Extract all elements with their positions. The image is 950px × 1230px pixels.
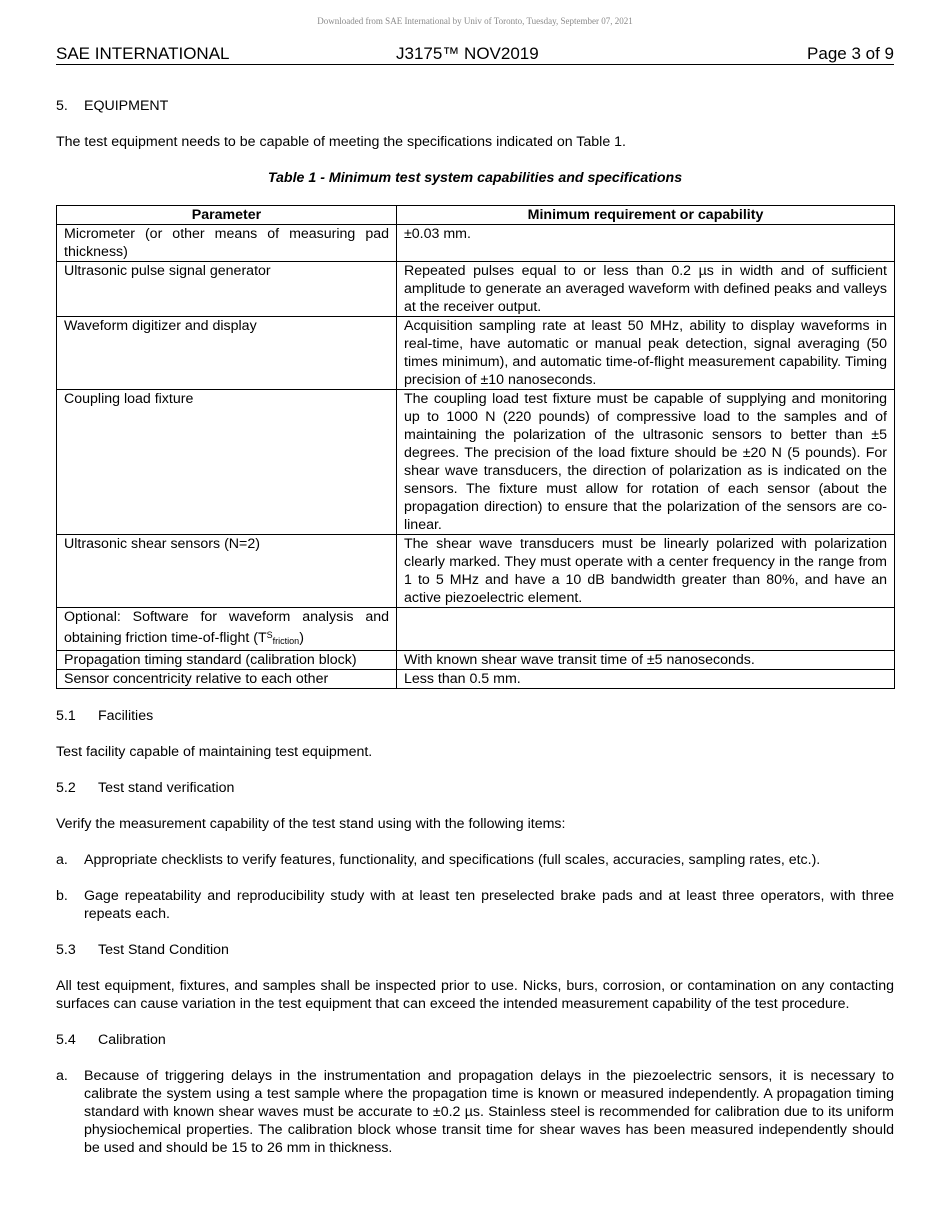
table-cell-requirement: Repeated pulses equal to or less than 0.2 µs in width and of sufficient amplitude to generate an averaged waveform with defined peaks and valleys at the receiver output. xyxy=(397,262,895,317)
section-title: Test stand verification xyxy=(98,780,235,796)
param-text: Optional: Software for waveform analysis and obtaining friction time-of-flight (T xyxy=(64,609,389,646)
table-cell-requirement: Less than 0.5 mm. xyxy=(397,670,895,689)
section-number: 5.4 xyxy=(56,1032,76,1048)
table-cell-parameter xyxy=(57,608,397,651)
section-5-heading xyxy=(56,97,894,115)
table-row xyxy=(57,390,895,535)
list-item-text: Appropriate checklists to verify features, functionality, and specifications (full scales, accuracies, sampling rates, etc.). xyxy=(84,852,821,868)
table-cell-parameter: Micrometer (or other means of measuring pad thickness) xyxy=(57,225,397,262)
table-row xyxy=(57,670,895,689)
list-item xyxy=(56,887,894,923)
section-title: EQUIPMENT xyxy=(84,98,169,114)
section-number: 5.1 xyxy=(56,708,76,724)
table-row xyxy=(57,317,895,390)
header-doc-id: J3175™ NOV2019 xyxy=(396,44,539,63)
list-item xyxy=(56,1067,894,1157)
section-number: 5. xyxy=(56,98,68,114)
spec-table xyxy=(56,205,895,689)
section-number: 5.2 xyxy=(56,780,76,796)
column-header-requirement: Minimum requirement or capability xyxy=(397,206,895,225)
table-cell-requirement xyxy=(397,608,895,651)
table-cell-parameter: Sensor concentricity relative to each other xyxy=(57,670,397,689)
page-header xyxy=(56,44,894,65)
section-5-1-text: Test facility capable of maintaining test equipment. xyxy=(56,744,373,760)
list-marker: a. xyxy=(56,852,68,868)
header-org: SAE INTERNATIONAL xyxy=(56,44,230,63)
table-row xyxy=(57,651,895,670)
section-5-2-heading xyxy=(56,779,894,797)
table-cell-requirement: With known shear wave transit time of ±5 nanoseconds. xyxy=(397,651,895,670)
list-marker: b. xyxy=(56,888,68,904)
param-suffix: ) xyxy=(299,630,304,646)
section-5-3-text: All test equipment, fixtures, and samples shall be inspected prior to use. Nicks, burs, corrosion, or contamination on any contacting surfaces can cause variation in the test equipment that can exceed the intended measurement capability of the test procedure. xyxy=(56,978,894,1012)
param-subscript: friction xyxy=(272,636,300,646)
table-cell-parameter: Ultrasonic pulse signal generator xyxy=(57,262,397,317)
section-title: Calibration xyxy=(98,1032,166,1048)
header-page-number: Page 3 of 9 xyxy=(807,44,894,63)
section-title: Test Stand Condition xyxy=(98,942,229,958)
document-body xyxy=(56,97,894,1175)
list-marker: a. xyxy=(56,1068,68,1084)
param-superscript: S xyxy=(266,630,273,640)
table-row xyxy=(57,262,895,317)
table-cell-requirement: The coupling load test fixture must be capable of supplying and monitoring up to 1000 N (220 pounds) of compressive load to the samples and of maintaining the polarization of the ultrasonic sensors to better than ±5 degrees. The precision of the load fixture should be ±20 N (5 pounds). For shear wave transducers, the direction of polarization as is indicated on the sensors. The fixture must allow for rotation of each sensor (about the propagation direction) to ensure that the polarization of the sensors are co-linear. xyxy=(397,390,895,535)
table-cell-parameter: Ultrasonic shear sensors (N=2) xyxy=(57,535,397,608)
section-5-2-text: Verify the measurement capability of the test stand using with the following items: xyxy=(56,816,566,832)
column-header-parameter: Parameter xyxy=(57,206,397,225)
list-item-text: Because of triggering delays in the instrumentation and propagation delays in the piezoelectric sensors, it is necessary to calibrate the system using a test sample where the propagation time is known or measured independently. A propagation timing standard with known shear waves must be accurate to ±0.2 µs. Stainless steel is recommended for calibration due to its uniform physiochemical properties. The calibration block whose transit time for shear waves has been measured independently should be used and should be 15 to 26 mm in thickness. xyxy=(84,1068,894,1156)
table-cell-requirement: The shear wave transducers must be linearly polarized with polarization clearly marked. They must operate with a center frequency in the range from 1 to 5 MHz and have a 10 dB bandwidth greater than 80%, and have an active piezoelectric element. xyxy=(397,535,895,608)
section-5-intro: The test equipment needs to be capable of meeting the specifications indicated on Table 1. xyxy=(56,134,626,150)
section-title: Facilities xyxy=(98,708,154,724)
table-cell-parameter: Waveform digitizer and display xyxy=(57,317,397,390)
table-cell-requirement: Acquisition sampling rate at least 50 MHz, ability to display waveforms in real-time, have automatic or manual peak detection, signal averaging (50 times minimum), and automatic time-of-flight measurement capability. Timing precision of ±10 nanoseconds. xyxy=(397,317,895,390)
download-watermark: Downloaded from SAE International by Univ of Toronto, Tuesday, September 07, 2021 xyxy=(317,16,633,26)
section-number: 5.3 xyxy=(56,942,76,958)
table-row xyxy=(57,535,895,608)
table-cell-requirement: ±0.03 mm. xyxy=(397,225,895,262)
table-header-row xyxy=(57,206,895,225)
table-row xyxy=(57,608,895,651)
table-cell-parameter: Propagation timing standard (calibration block) xyxy=(57,651,397,670)
table-caption: Table 1 - Minimum test system capabilities and specifications xyxy=(267,170,683,186)
list-item xyxy=(56,851,894,869)
table-row xyxy=(57,225,895,262)
list-item-text: Gage repeatability and reproducibility study with at least ten preselected brake pads and at least three operators, with three repeats each. xyxy=(84,888,894,922)
section-5-4-heading xyxy=(56,1031,894,1049)
section-5-1-heading xyxy=(56,707,894,725)
section-5-3-heading xyxy=(56,941,894,959)
table-cell-parameter: Coupling load fixture xyxy=(57,390,397,535)
